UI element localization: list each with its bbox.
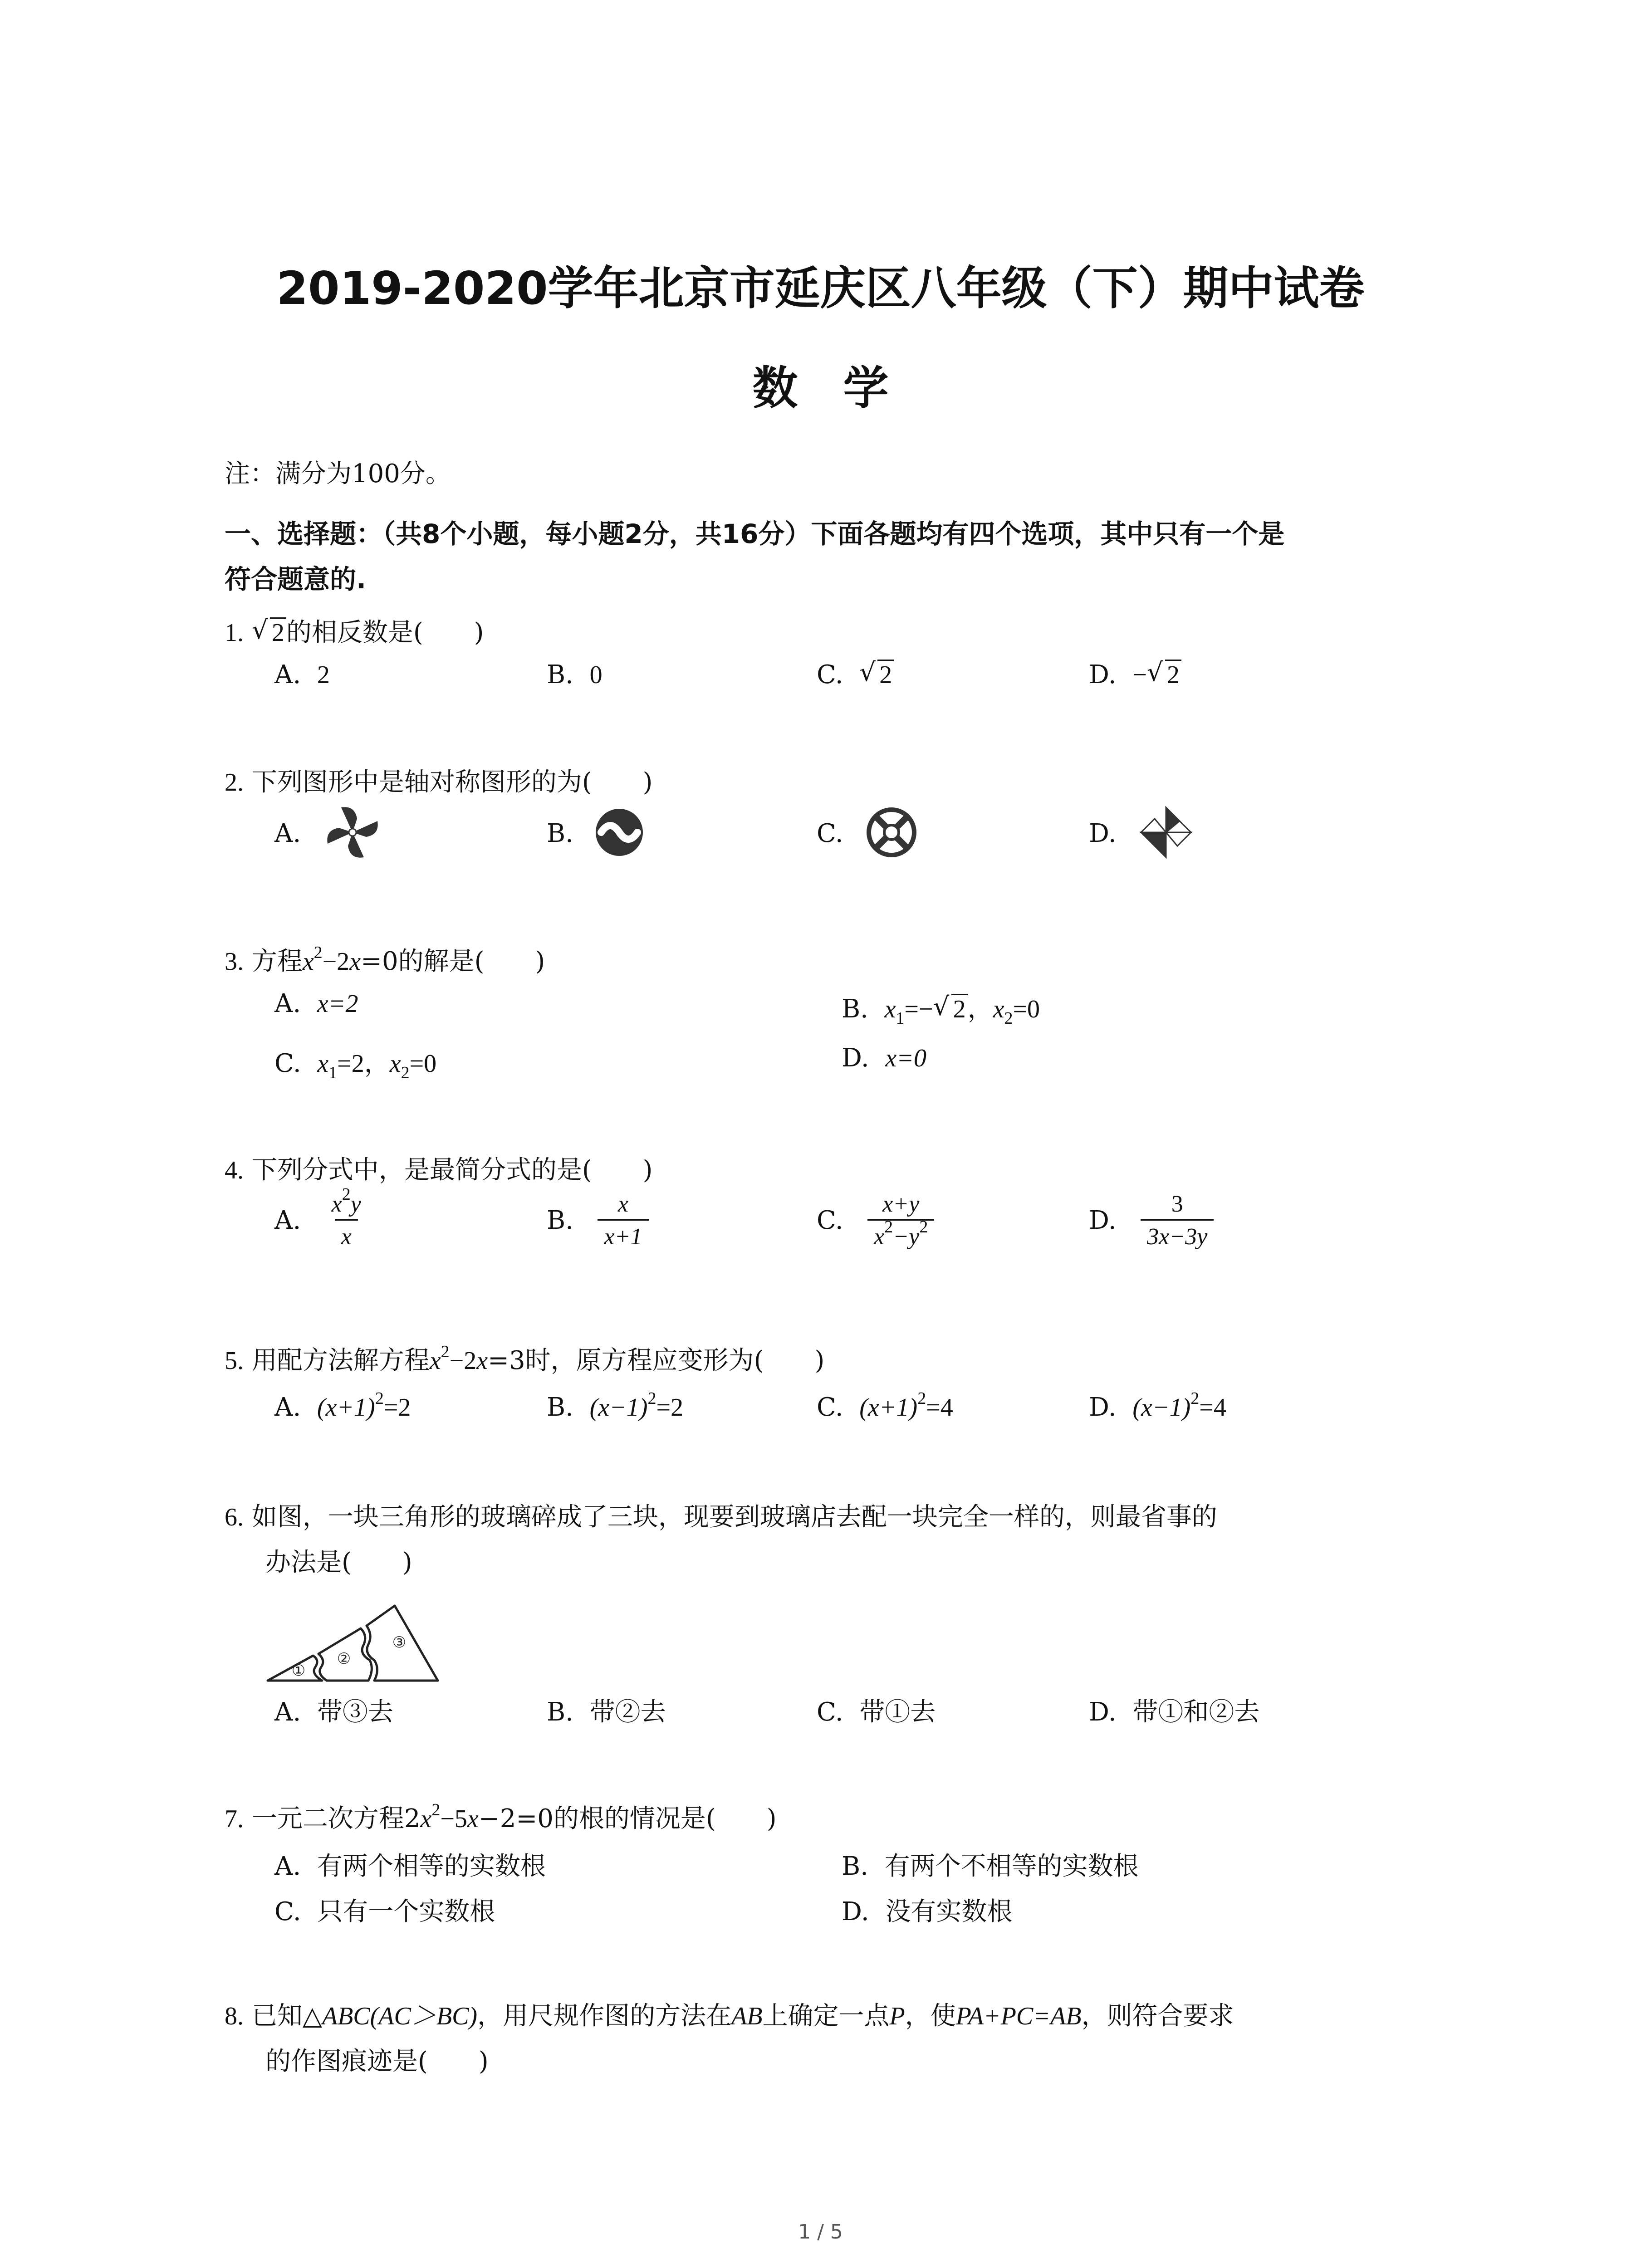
- q2-option-a-label: A.: [274, 819, 301, 848]
- q5-option-a: A. $(x+1)^2=2$: [274, 1389, 411, 1422]
- section-header-line2: 符合题意的.: [225, 564, 367, 595]
- q7-option-b: B. 有两个不相等的实数根: [842, 1852, 1139, 1881]
- q7-option-d: D. 没有实数根: [842, 1897, 1013, 1926]
- question-6-stem-line1: 6. 如图，一块三角形的玻璃碎成了三块，现要到玻璃店去配一块完全一样的，则最省事的: [225, 1502, 1217, 1532]
- pinwheel-icon: [323, 803, 382, 862]
- question-4-stem: 4. 下列分式中，是最简分式的是( ): [225, 1155, 653, 1185]
- question-8-stem-line1: 8. 已知△ABC(AC＞BC)，用尺规作图的方法在AB上确定一点P，使PA+PC=AB，则符合要求: [225, 2001, 1234, 2031]
- question-number: 1.: [225, 619, 244, 647]
- q4-option-a: A. $\frac{x^2y}{x}$: [274, 1191, 367, 1250]
- question-5-stem: 5. 用配方法解方程$x^2-2x=3$时，原方程应变形为( ): [225, 1342, 825, 1375]
- q7-option-a: A. 有两个相等的实数根: [274, 1852, 546, 1881]
- q2-option-c-label: C.: [817, 819, 843, 848]
- fraction: $\frac{3}{3x-3y}$: [1141, 1191, 1214, 1250]
- triangle-pinwheel-icon: [1136, 803, 1195, 862]
- q2-option-b-label: B.: [547, 819, 573, 848]
- q1-option-c: C. √ 2: [817, 660, 894, 689]
- score-note: 注：满分为100分。: [225, 459, 451, 489]
- sqrt-expression: √ 2: [252, 618, 286, 647]
- q5-option-d: D. $(x-1)^2=4$: [1089, 1389, 1226, 1422]
- q5-option-b: B. $(x-1)^2=2$: [547, 1389, 684, 1422]
- q5-option-c: C. $(x+1)^2=4$: [817, 1389, 953, 1422]
- section-header-line1: 一、选择题：（共8个小题，每小题2分，共16分）下面各题均有四个选项，其中只有一个是: [225, 518, 1285, 549]
- question-6-stem-line2: 办法是( ): [265, 1548, 412, 1577]
- q6-option-b: B. 带②去: [547, 1697, 666, 1727]
- fraction: $\frac{x+y}{x^2-y^2}$: [867, 1191, 934, 1250]
- q1-option-b: B. 0: [547, 660, 603, 689]
- q2-option-d-label: D.: [1089, 819, 1117, 848]
- fig-label-2: ②: [337, 1650, 351, 1668]
- fig-label-3: ③: [392, 1633, 407, 1652]
- q3-option-d: D. x=0: [842, 1043, 926, 1073]
- q4-option-b: B. $\frac{x}{x+1}$: [547, 1191, 649, 1250]
- four-petal-circle-icon: [864, 805, 919, 860]
- fraction: $\frac{x}{x+1}$: [598, 1191, 648, 1250]
- fig-label-1: ①: [291, 1662, 306, 1680]
- q7-option-c: C. 只有一个实数根: [274, 1897, 495, 1926]
- q3-option-c: C. $x_1=2$，$x_2=0$: [274, 1049, 437, 1082]
- fraction: $\frac{x^2y}{x}$: [331, 1185, 361, 1250]
- question-2-stem: 2. 下列图形中是轴对称图形的为( ): [225, 767, 653, 797]
- q6-option-c: C. 带①去: [817, 1697, 936, 1727]
- question-8-stem-line2: 的作图痕迹是( ): [265, 2047, 489, 2076]
- q4-option-c: C. $\frac{x+y}{x^2-y^2}$: [817, 1191, 934, 1250]
- question-7-stem: 7. 一元二次方程$2x^2-5x-2=0$的根的情况是( ): [225, 1800, 777, 1833]
- question-1-stem: 1. √ 2的相反数是( ): [225, 612, 484, 649]
- q1-option-a: A. 2: [274, 660, 330, 689]
- question-3-stem: 3. 方程$x^2-2x=0$的解是( ): [225, 943, 545, 976]
- q3-option-a: A. x=2: [274, 989, 358, 1018]
- broken-glass-figure: [263, 1579, 445, 1687]
- q6-option-a: A. 带③去: [274, 1697, 393, 1727]
- q4-option-d: D. $\frac{3}{3x-3y}$: [1089, 1191, 1214, 1250]
- q6-option-d: D. 带①和②去: [1089, 1697, 1260, 1727]
- q1-option-d: D. −√ 2: [1089, 660, 1181, 689]
- subject-title: 数学: [752, 362, 934, 415]
- swirl-circle-icon: [592, 805, 647, 860]
- q3-option-b: B. $x_1=-√$ 2，$x_2=0$: [842, 989, 1040, 1025]
- page-number: 1 / 5: [798, 2220, 843, 2244]
- page-title: 2019-2020学年北京市延庆区八年级（下）期中试卷: [276, 262, 1365, 315]
